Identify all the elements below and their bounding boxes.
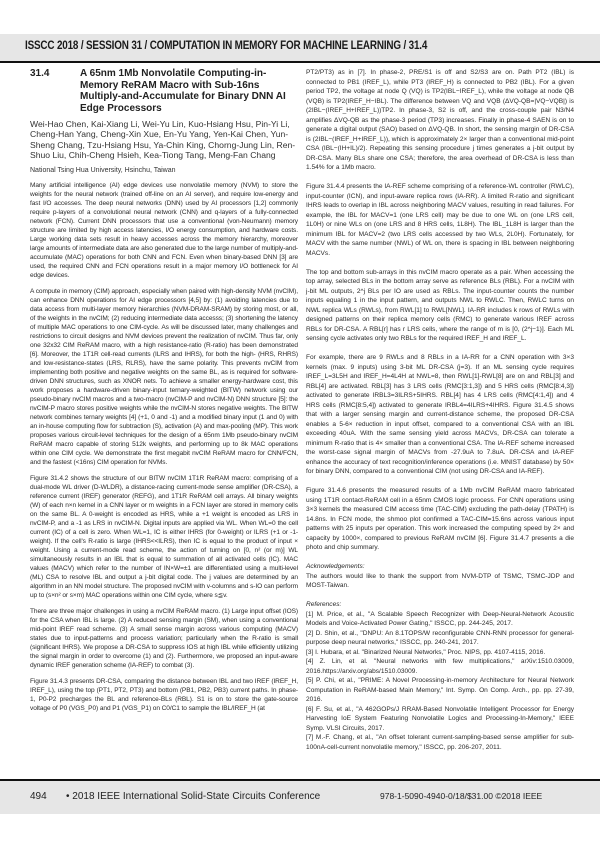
right-column <box>306 68 574 752</box>
body-paragraph: A compute in memory (CIM) approach, especially when paired with high-density NVM (nvCIM), can enhance DNN operations for AI edge processors [4,5] by: (1) avoiding latencies due to data access from multi-layer memory hierarchies (NVM-DRAM-SRAM) by storing most, or all, of the weights in the nvCIM; (2) reducing intermediate data accesss; (3) shortening the latency of multiple MAC operations to one CIM-cycle. As will be discussed later, many challenges and restrictions to circuit designs and NVM devices prevent the realization of nvCIM. Thus far, only one 32x32 CIM ReRAM macro, with a high resistance-ratio (R-ratio) has been demonstrated [6]. Moreover, the 1T1R cell-read currents (ILRS and IHRS), for both the high- (HRS, RHRS) and low-resistance-states (LRS, RLRS), have the same polarity. This prevents nvCIM from implementing both positive and negative weights on the same BL, as is required for software-driven DNN structures, such as XNOR nets. To achieve a smaller energy-hardware cost, this work proposes a hardware-driven binary-input ternary-weighted (BITW) network using our pseudo-binary nvCIM macros and a two-macro (nvCIM-P and nvCIM-N) DNN structure [5]: the nvCIM-P macro stores positive weights while the nvCIM-N stores negative weights. The BITW network combines ternary weights [4] (+1, 0 and -1) and a modified binary input (1 and 0) with an in-house computing flow for subtraction (S), activation (A) and max-pooling (MP). This work proposes various circuit-level techniques for the design of a 65nm 1Mb pseudo-binary nvCIM ReRAM macro capable of storing 512k weights, and performing up to 8k MAC operations within one CIM cycle. We demonstrate the first megabit nvCIM ReRAM macro for CNN/FCN, and the fastest (<16ns) CIM operation for NVMs. <box>30 287 298 466</box>
body-paragraph: For example, there are 9 RWLs and 8 RBLs in a IA-RR for a CNN operation with 3×3 kernels (max. 9 inputs) using 3-bit ML DR-CSA (j=3). If an ML sensing cycle requires IREF_L=3L5H and IREF_H=4L4H at NWL=8, then RWL[1]-RWL[8] are on and RBL[3] and RBL[4] are activated. RBL[3] has 3 LRS cells (RMC[3:1,3]) and 5 HRS cells (RMC[8:4,3]) activated to generate IRBL3=3ILRS+5IHRS. RBL[4] has 4 LRS cells (RMC[4:1,4]) and 4 HRS cells (RMC[8:5,4]) activated to generate IRBL4=4ILRS+4IHRS. Figure 31.4.5 shows that with a larger sensing margin and current-distance scheme, the proposed DR-CSA enables a 5-6× reduction in input offset, compared to a conventional CSA with an IBL exceeding 40uA. With the same sensing yield across MACVs, DR-CSA can tolerate a minimum R-ratio that is 4× smaller than a conventional CSA. The IA-REF scheme increased the worst-case signal margin of MACVs from -27.9uA to 7.8uA. DR-CSA and IA-REF enhance the accuracy of text recognition/inference operations (i.e. MNIST database) by 50× for binary DNN, compared to a conventional CIM (not using DR-CSA and IA-REF). <box>306 354 574 475</box>
body-paragraph: Many artificial intelligence (AI) edge devices use nonvolatile memory (NVM) to store the weights for the neural network (trained off-line on an AI server), and require low-energy and fast I/O accesses. The deep neural networks (DNN) used by AI processors [1,2] commonly require p-layers of a convolutional neural network (CNN) and q-layers of a fully-connected network (FCN). Current DNN processors that use a conventional (von-Neumann) memory structure are limited by high access latencies, I/O energy consumption, and hardware costs. Large working data sets result in heavy accesses across the memory hierarchy, moreover large amounts of intermediate data are also generated due to the large number of multiply-and-accumulate (MAC) operations for both CNN and FCN. Even when binary-based DNN [3] are used, the required CNN and FCN operations result in a major memory I/O bottleneck for AI edge devices. <box>30 181 298 279</box>
reference-item: [4] Z. Lin, et al. "Neural networks with few multiplications," arXiv:1510.03009, 2016.https://arxiv.org/abs/1510.03009. <box>306 658 574 675</box>
body-paragraph: There are three major challenges in using a nvCIM ReRAM macro. (1) Large input offset (IOS) for the CSA when IBL is large. (2) A reduced sensing margin (SM), when using a conventional mid-point IREF read scheme. (3) A small sense margin across various computing (MACV) states due to input-patterns and process variation; particularly when the R-ratio is small (significant IHRS). We propose a DR-CSA to suppress IOS at high IBL while efficiently utilizing the signal margin in order to overcome (1) and (2). Furthermore, we proposed an input-aware dynamic IREF generation scheme (IA-REF) to combat (3). <box>30 607 298 669</box>
body-paragraph: The top and bottom sub-arrays in this nvCIM macro operate as a pair. When accessing the top array, selected BLs in the bottom array serve as reference BLs (RBL). For a nvCIM with j-bit ML outputs, 2^j BLs per IO are used as RBLs. The input-counter counts the number inputs equaling 1 in the input pattern, and outputs NWL to RWLC. Then, RWLC turns on NWL replica WLs (RWLs), from RWL[1] to RWL[NWL]. IA-RR includes k rows of RWLs with designed patterns on their replica memory cells (RMC) to generate various IREF across RBLs for DR-CSA. A RBL[r] has r LRS cells, where the range of m is [0, (2^j−1)]. Each ML sensing cycle activates only two RBLs for the required IREF_H and IREF_L. <box>306 268 574 342</box>
conference-name: • 2018 IEEE International Solid-State Circuits Conference <box>66 791 321 802</box>
isbn-copyright: 978-1-5090-4940-0/18/$31.00 ©2018 IEEE <box>380 791 543 801</box>
affiliation: National Tsing Hua University, Hsinchu, Taiwan <box>30 166 176 174</box>
reference-item: [7] M.-F. Chang, et al., "An offset tolerant current-sampling-based sense amplifier for sub-100nA-cell-current nonvolatile memory," ISSCC, pp. 206-207, 2011. <box>306 734 574 751</box>
body-paragraph: Figure 31.4.6 presents the measured results of a 1Mb nvCIM ReRAM macro fabricated using 1T1R contact-ReRAM cell in a 65nm CMOS logic process. For CNN operations using 3×3 kernels the measured CIM access time (TAC-CIM) excluding the path-delay (TPATH) is 14.8ns. In FCN mode, the shmoo plot confirmed a TAC-CIM=15.6ns across various input patterns with 25 inputs per operation. This work increased the computing speed by 2× and capacity by 1000×, compared to previous ReRAM nvCIM [6]. Figure 31.4.7 presents a die photo and chip summary. <box>306 487 574 551</box>
left-column <box>30 66 298 720</box>
reference-item: [1] M. Price, et al., "A Scalable Speech Recognizer with Deep-Neural-Network Acoustic Models and Voice-Activated Power Gating," ISSCC, pp. 244-245, 2017. <box>306 610 574 627</box>
reference-item: [6] F. Su, et al., "A 462GOPs/J RRAM-Based Nonvolatile Intelligent Processor for Energy Harvesting IoE System Featuring Nonvolatile Logics and Processing-In-Memory," IEEE Symp. VLSI Circuits, 2017. <box>306 705 574 732</box>
reference-item: [5] P. Chi, et al., "PRIME: A Novel Processing-in-memory Architecture for Neural Network Computation in ReRAM-based Main Memory," Int. Symp. On Comp. Arch., pp. pp. 27-39, 2016. <box>306 677 574 703</box>
paper-number: 31.4 <box>30 68 50 79</box>
references-heading: References: <box>306 601 342 608</box>
author-list: Wei-Hao Chen, Kai-Xiang Li, Wei-Yu Lin, Kuo-Hsiang Hsu, Pin-Yi Li, Cheng-Han Yang, Cheng-Xin Xue, En-Yu Yang, Yen-Kai Chen, Yun-Sheng Chang, Tzu-Hsiang Hsu, Ya-Chin King, Chorng-Jung Lin, Ren-Shuo Liu, Chih-Cheng Hsieh, Kea-Tiong Tang, Meng-Fan Chang <box>30 119 296 161</box>
header-divider <box>0 61 600 63</box>
acknowledgements-text: The authors would like to thank the support from NVM-DTP of TSMC, TSMC-JDP and MOST-Taiwan. <box>306 572 574 589</box>
body-paragraph: Figure 31.4.4 presents the IA-REF scheme comprising of a reference-WL controller (RWLC), input-counter (ICN), and input-aware replica rows (IA-RR). A limited R-ratio and significant IHRS leads to overlap in IBL across neighboring MACV values, resulting in read failures. For example, the IBL for MACV=1 (one LRS cell) may be due to one WL on (one LRS cell, 1L0H) or nine WLs on (one LRS and 8 HRS cells, 1L8H). The IBL_1L8H is larger than the minimum IBL for MACV=2 (two LRS cells accessed by two WLs, 2L0H). Fortunately, for MACV with the same number (NWL) of WL on, there is spacing in IBL between neighboring MACVs. <box>306 183 574 257</box>
body-paragraph: Figure 31.4.2 shows the structure of our BITW nvCIM 1T1R ReRAM macro: comprising of a dual-mode WL driver (D-WLDR), a distance-racing current-mode sense amplifier (DR-CSA), a reference current (IREF) generator (REFG), and 1T1R ReRAM cell arrays. All binary weights (W) of each n×n kernel in a CNN layer or m weights in a FCN layer are stored in memory cells on the same BL. A 0-weight is encoded as HRS, while a +1 weight is encoded as LRS in nvCIM-P, and a -1 as LRS in nvCIM-N. Digital inputs are applied via WL. When WL=0 the cell current (IC) of a cell is zero. When WL=1, IC is either IHRS (for 0-weight) or ILRS (+1 or -1-weight). If the cell's R-ratio is large (IHRS<<ILRS), then IC is equal to the product of input × weight. Using a current-mode read scheme, the action of turning on [0, n² (or m)] WL simultaneously results in an IBL that is equal to summation of all activated cells (IC). MAC values (MACV) which refer to the number of IN×W=±1 are differentiated using a multi-level (ML) CSA to resolve IBL and output a j-bit digital code. The j values are determined by an algorithm in an NN model structure. The proposed nvCIM with v-columns and s-IO can perform up to (s×n² or s×m) MAC operations within one CIM cycle, where s≦v. <box>30 474 298 599</box>
running-header: ISSCC 2018 / SESSION 31 / COMPUTATION IN MEMORY FOR MACHINE LEARNING / 31.4 <box>25 40 428 52</box>
paper-title: A 65nm 1Mb Nonvolatile Computing-in-Memory ReRAM Macro with Sub-16ns Multiply-and-Accumulate for Binary DNN AI Edge Processors <box>80 68 286 114</box>
acknowledgements-heading: Acknowledgements: <box>306 563 365 570</box>
reference-item: [2] D. Shin, et al., "DNPU: An 8.1TOPS/W reconfigurable CNN-RNN processor for general-purpose deep neural networks," ISSCC, pp. 240-241, 2017. <box>306 629 574 646</box>
paper-title-block <box>30 68 298 114</box>
reference-item: [3] I. Hubara, et al. "Binarized Neural Networks," Proc. NIPS, pp. 4107-4115, 2016. <box>306 648 546 656</box>
body-paragraph: Figure 31.4.3 presents DR-CSA, comparing the distance between IBL and two IREF (IREF_H, IREF_L), using the top (PT1, PT2, PT3) and bottom (PB1, PB2, PB3) current paths. In phase-1, P0-P2 precharges the BL and reference-BLs (RBL). S1 is on to store the gate-source voltage of P0 (VGS_P0) and P1 (VGS_P1) on C0/C1 to sample the IBL/IREF_H (at <box>30 677 298 712</box>
body-paragraph: PT2/PT3) as in [7]. In phase-2, PRE/S1 is off and S2/S3 are on. Path PT2 (IBL) is connected to PB1 (IREF_L), while PT3 (IREF_H) is connected to PB2 (IBL). For a given period TP2, the voltage at node Q (VQ) is TP2(IBL−IREF_L), while the voltage at node QB (VQB) is TP2(IREF_H−IBL). The difference between VQ and VQB (ΔVQ-QB=|VQ−VQB|) is (2IBL−(IREF_H+IREF_L))TP2. In phase-3, S2 is off, and the cross-couple pair N3/N4 amplifies ΔVQ-QB as the phase-3 period (TP3) increases. Finally in phase-4 SAEN is on to generate a digital output (SAO) based on ΔVQ-QB. In short, the sensing margin of DR-CSA is (2IBL−(IREF_H+IREF_L)), which is approximately 2× larger than a conventional mid-point CSA (IBL−(IH+IL)/2). Repeating this sensing procedure j times generates a j-bit output by DR-CSA. Many BLs share one CSA; therefore, the area overhead of DR-CSA is less than 1.54% for a 1Mb macro. <box>306 69 574 171</box>
page-number: 494 <box>30 791 47 802</box>
